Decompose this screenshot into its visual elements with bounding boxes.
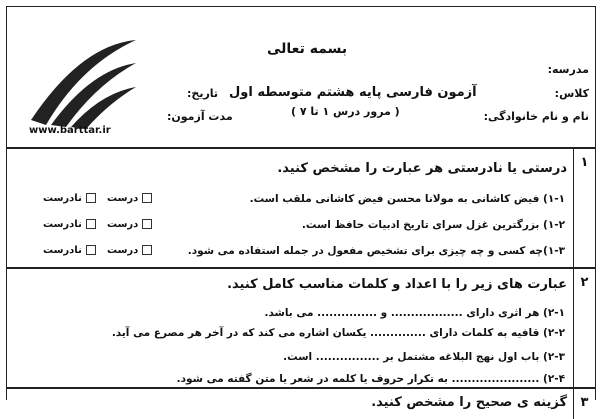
question-1	[7, 149, 595, 269]
question-title: درستی یا نادرستی هر عبارت را مشخص کنید.	[277, 161, 567, 176]
blank-2: ۲-۲) قافیه به کلمات دارای .............. یکسان اشاره می کند که در آخر هر مصرع می آید.	[111, 327, 565, 339]
class-label: کلاس:	[554, 87, 589, 100]
blank-4: ۲-۴) ...................... به تکرار حروف یا کلمه در شعر یا متن گفته می شود.	[176, 373, 565, 385]
duration-label: مدت آزمون:	[167, 110, 233, 123]
logo-url: www.barttar.ir	[29, 125, 111, 136]
checkbox[interactable]	[142, 219, 152, 229]
checkbox[interactable]	[86, 193, 96, 203]
question-3	[7, 389, 595, 419]
question-2	[7, 269, 595, 389]
true-option-1[interactable]: درست	[107, 193, 152, 204]
checkbox[interactable]	[142, 245, 152, 255]
name-label: نام و نام خانوادگی:	[483, 110, 589, 123]
bismillah: بسمه تعالی	[267, 41, 348, 57]
exam-page	[6, 6, 596, 410]
false-option-2[interactable]: نادرست	[43, 219, 96, 230]
blank-3: ۲-۳) باب اول نهج البلاغه مشتمل بر ................ است.	[283, 351, 565, 363]
false-option-3[interactable]: نادرست	[43, 245, 96, 256]
exam-header	[7, 7, 595, 149]
question-number: ۳	[573, 389, 595, 419]
exam-subtitle: ( مرور درس ۱ تا ۷ )	[291, 105, 400, 118]
blank-1: ۲-۱) هر اثری دارای .................. و ............... می باشد.	[264, 307, 565, 319]
question-number: ۲	[573, 269, 595, 387]
question-title: عبارت های زیر را با اعداد و کلمات مناسب کامل کنید.	[227, 277, 567, 292]
checkbox[interactable]	[86, 245, 96, 255]
question-title: گزینه ی صحیح را مشخص کنید.	[371, 395, 567, 410]
date-label: تاریخ:	[187, 87, 219, 100]
school-label: مدرسه:	[547, 63, 589, 76]
statement-1: ۱-۱) فیض کاشانی به مولانا محسن فیض کاشانی ملقب است.	[249, 193, 565, 205]
statement-3: ۱-۳)چه کسی و چه چیزی برای تشخیص مفعول در جمله استفاده می شود.	[187, 245, 565, 257]
question-number: ۱	[573, 149, 595, 267]
false-option-1[interactable]: نادرست	[43, 193, 96, 204]
true-option-2[interactable]: درست	[107, 219, 152, 230]
statement-2: ۱-۲) بزرگترین غزل سرای تاریخ ادبیات حافظ است.	[301, 219, 565, 231]
exam-title: آزمون فارسی پایه هشتم متوسطه اول	[229, 85, 477, 100]
checkbox[interactable]	[86, 219, 96, 229]
checkbox[interactable]	[142, 193, 152, 203]
true-option-3[interactable]: درست	[107, 245, 152, 256]
